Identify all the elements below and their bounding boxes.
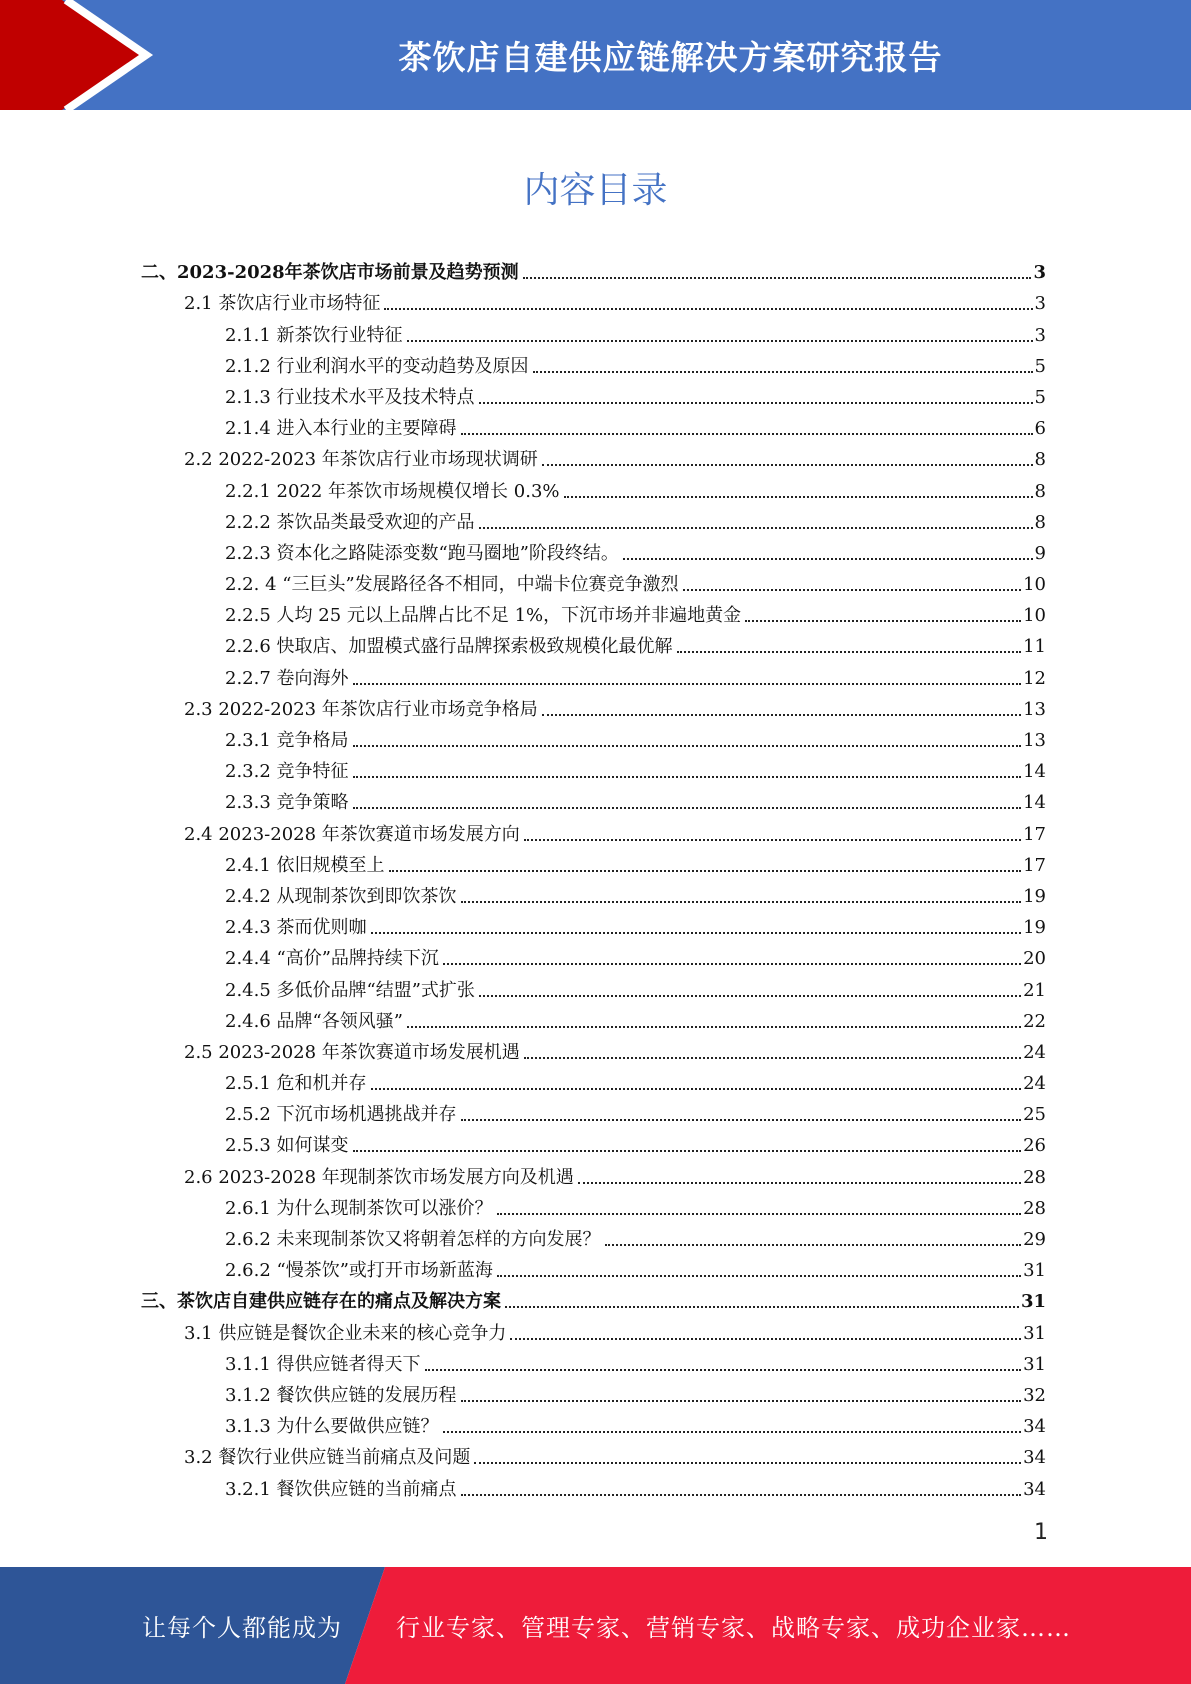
toc-dot-leader bbox=[461, 901, 1022, 903]
footer-banner bbox=[0, 1567, 1191, 1684]
toc-entry[interactable] bbox=[0, 1438, 1191, 1469]
toc-entry-text: 2.4.1 依旧规模至上 bbox=[225, 854, 385, 876]
toc-entry[interactable] bbox=[0, 658, 1191, 689]
toc-entry-text: 3.1.3 为什么要做供应链？ bbox=[225, 1416, 439, 1438]
toc-entry[interactable] bbox=[0, 1064, 1191, 1095]
toc-dot-leader bbox=[497, 1213, 1022, 1215]
toc-entry-page: 8 bbox=[1034, 480, 1046, 502]
toc-dot-leader bbox=[461, 1494, 1022, 1496]
toc-dot-leader bbox=[605, 1244, 1022, 1246]
toc-dot-leader bbox=[384, 308, 1032, 310]
toc-entry-page: 13 bbox=[1023, 730, 1046, 751]
toc-entry-text: 2.3.3 竞争策略 bbox=[225, 792, 349, 814]
toc-entry-page: 3 bbox=[1033, 262, 1046, 284]
toc-entry-text: 3.2 餐饮行业供应链当前痛点及问题 bbox=[184, 1447, 471, 1469]
toc-dot-leader bbox=[353, 807, 1022, 809]
toc-entry-page: 5 bbox=[1034, 355, 1046, 377]
toc-entry-page: 26 bbox=[1023, 1135, 1046, 1157]
toc-title: 内容目录 bbox=[523, 170, 668, 211]
toc-entry-text: 2.5.3 如何谋变 bbox=[225, 1135, 349, 1157]
toc-entry-text: 2.1.4 进入本行业的主要障碍 bbox=[225, 418, 457, 440]
toc-entry-text: 2.2.1 2022 年茶饮市场规模仅增长 0.3% bbox=[225, 480, 560, 502]
toc-dot-leader bbox=[353, 1150, 1022, 1152]
toc-dot-leader bbox=[479, 402, 1033, 404]
toc-entry-text: 2.2. 4 “三巨头”发展路径各不相同，中端卡位赛竞争激烈 bbox=[225, 574, 679, 596]
toc-dot-leader bbox=[510, 1338, 1021, 1340]
toc-entry-page: 14 bbox=[1023, 792, 1046, 814]
toc-dot-leader bbox=[542, 464, 1033, 466]
toc-entry[interactable] bbox=[0, 752, 1191, 783]
toc-entry-page: 22 bbox=[1023, 1010, 1046, 1032]
toc-dot-leader bbox=[461, 433, 1033, 435]
toc-entry[interactable] bbox=[0, 721, 1191, 752]
toc-entry-text: 2.6.2 “慢茶饮”或打开市场新蓝海 bbox=[225, 1260, 493, 1282]
toc-entry-page: 13 bbox=[1023, 698, 1046, 720]
toc-dot-leader bbox=[407, 340, 1033, 342]
toc-entry[interactable] bbox=[0, 503, 1191, 534]
toc-entry-page: 24 bbox=[1023, 1041, 1046, 1063]
toc-entry-page: 10 bbox=[1023, 574, 1046, 596]
toc-entry[interactable] bbox=[0, 1002, 1191, 1033]
toc-dot-leader bbox=[564, 496, 1033, 498]
toc-entry[interactable] bbox=[0, 690, 1191, 721]
toc-entry-text: 2.2.2 茶饮品类最受欢迎的产品 bbox=[225, 511, 475, 533]
toc-entry-page: 19 bbox=[1023, 885, 1046, 907]
toc-entry-page: 34 bbox=[1023, 1416, 1046, 1438]
report-header-band bbox=[0, 0, 1191, 110]
toc-entry[interactable] bbox=[0, 1469, 1191, 1500]
toc-entry-page: 10 bbox=[1023, 605, 1046, 627]
toc-dot-leader bbox=[677, 651, 1022, 653]
toc-entry-text: 2.4.6 品牌“各领风骚” bbox=[225, 1010, 403, 1032]
toc-entry-text: 3.1.2 餐饮供应链的发展历程 bbox=[225, 1384, 457, 1406]
toc-entry[interactable] bbox=[0, 1189, 1191, 1220]
toc-entry-page: 17 bbox=[1023, 854, 1046, 876]
toc-entry[interactable] bbox=[0, 846, 1191, 877]
toc-entry-page: 17 bbox=[1023, 823, 1046, 845]
toc-entry[interactable] bbox=[0, 1345, 1191, 1376]
toc-entry-page: 14 bbox=[1023, 761, 1046, 783]
toc-entry[interactable] bbox=[0, 440, 1191, 471]
toc-entry-page: 31 bbox=[1020, 1291, 1046, 1313]
toc-dot-leader bbox=[389, 870, 1022, 872]
toc-dot-leader bbox=[533, 371, 1033, 373]
toc-dot-leader bbox=[523, 277, 1032, 279]
toc-dot-leader bbox=[497, 1275, 1021, 1277]
toc-entry-page: 8 bbox=[1034, 449, 1046, 471]
toc-entry-text: 2.4.2 从现制茶饮到即饮茶饮 bbox=[225, 885, 457, 907]
toc-entry[interactable] bbox=[0, 1126, 1191, 1157]
toc-entry-page: 31 bbox=[1023, 1353, 1046, 1375]
toc-entry-page: 21 bbox=[1023, 979, 1046, 1001]
toc-entry-text: 2.3 2022-2023 年茶饮店行业市场竞争格局 bbox=[184, 698, 538, 720]
toc-entry-text: 2.1 茶饮店行业市场特征 bbox=[184, 293, 381, 315]
toc-dot-leader bbox=[443, 963, 1021, 965]
toc-dot-leader bbox=[461, 1119, 1022, 1121]
toc-entry-text: 3.1 供应链是餐饮企业未来的核心竞争力 bbox=[184, 1322, 507, 1344]
toc-dot-leader bbox=[479, 527, 1033, 529]
toc-entry-page: 6 bbox=[1034, 418, 1046, 440]
toc-entry[interactable] bbox=[0, 1157, 1191, 1188]
toc-entry-page: 9 bbox=[1034, 542, 1046, 564]
toc-entry[interactable] bbox=[0, 877, 1191, 908]
toc-entry-page: 19 bbox=[1023, 917, 1046, 939]
toc-entry[interactable] bbox=[0, 534, 1191, 565]
toc-entry-page: 3 bbox=[1034, 293, 1046, 315]
toc-dot-leader bbox=[371, 932, 1022, 934]
toc-entry-text: 2.3.2 竞争特征 bbox=[225, 761, 349, 783]
toc-dot-leader bbox=[745, 620, 1021, 622]
toc-entry-page: 25 bbox=[1023, 1104, 1046, 1126]
toc-entry-text: 2.2.7 卷向海外 bbox=[225, 667, 349, 689]
toc-dot-leader bbox=[524, 839, 1021, 841]
toc-entry[interactable] bbox=[0, 1251, 1191, 1282]
toc-entry-text: 三、茶饮店自建供应链存在的痛点及解决方案 bbox=[141, 1291, 501, 1313]
footer-slogan-left: 让每个人都能成为 bbox=[142, 1614, 342, 1642]
toc-entry-text: 二、2023-2028年茶饮店市场前景及趋势预测 bbox=[141, 262, 519, 284]
toc-entry[interactable] bbox=[0, 1220, 1191, 1251]
toc-entry[interactable] bbox=[0, 783, 1191, 814]
toc-entry-page: 5 bbox=[1034, 386, 1046, 408]
toc-entry[interactable] bbox=[0, 253, 1191, 284]
toc-entry-page: 28 bbox=[1023, 1166, 1046, 1188]
toc-entry[interactable] bbox=[0, 627, 1191, 658]
toc-entry-text: 2.2.6 快取店、加盟模式盛行品牌探索极致规模化最优解 bbox=[225, 636, 673, 658]
toc-entry-page: 31 bbox=[1023, 1322, 1046, 1344]
toc-dot-leader bbox=[353, 745, 1022, 747]
red-chevron-arrow-icon bbox=[0, 0, 160, 110]
page-number: 1 bbox=[1034, 1520, 1048, 1545]
toc-entry[interactable] bbox=[0, 1033, 1191, 1064]
toc-entry-text: 2.2.5 人均 25 元以上品牌占比不足 1%，下沉市场并非遍地黄金 bbox=[225, 605, 742, 627]
toc-entry[interactable] bbox=[0, 908, 1191, 939]
toc-entry-text: 2.5.1 危和机并存 bbox=[225, 1073, 367, 1095]
toc-entry-text: 2.4.3 茶而优则咖 bbox=[225, 917, 367, 939]
toc-entry[interactable] bbox=[0, 1095, 1191, 1126]
toc-entry-text: 2.5 2023-2028 年茶饮赛道市场发展机遇 bbox=[184, 1041, 520, 1063]
toc-entry-text: 2.6 2023-2028 年现制茶饮市场发展方向及机遇 bbox=[184, 1166, 574, 1188]
toc-entry[interactable] bbox=[0, 409, 1191, 440]
toc-entry-text: 2.4 2023-2028 年茶饮赛道市场发展方向 bbox=[184, 823, 520, 845]
toc-entry[interactable] bbox=[0, 347, 1191, 378]
toc-entry-text: 2.1.2 行业利润水平的变动趋势及原因 bbox=[225, 355, 529, 377]
toc-entry[interactable] bbox=[0, 814, 1191, 845]
toc-dot-leader bbox=[353, 776, 1022, 778]
toc-dot-leader bbox=[524, 1057, 1021, 1059]
toc-entry[interactable] bbox=[0, 1313, 1191, 1344]
toc-dot-leader bbox=[505, 1306, 1019, 1308]
toc-entry[interactable] bbox=[0, 284, 1191, 315]
toc-entry-page: 12 bbox=[1023, 667, 1046, 689]
toc-entry[interactable] bbox=[0, 1376, 1191, 1407]
toc-dot-leader bbox=[443, 1431, 1022, 1433]
toc-entry[interactable] bbox=[0, 315, 1191, 346]
toc-entry[interactable] bbox=[0, 970, 1191, 1001]
toc-dot-leader bbox=[623, 558, 1033, 560]
toc-entry-text: 2.1.3 行业技术水平及技术特点 bbox=[225, 386, 475, 408]
toc-entry[interactable] bbox=[0, 1282, 1191, 1313]
toc-entry-text: 2.6.2 未来现制茶饮又将朝着怎样的方向发展？ bbox=[225, 1229, 601, 1250]
toc-entry-text: 3.2.1 餐饮供应链的当前痛点 bbox=[225, 1478, 457, 1500]
toc-entry[interactable] bbox=[0, 471, 1191, 502]
toc-entry[interactable] bbox=[0, 1407, 1191, 1438]
toc-entry-text: 2.4.5 多低价品牌“结盟”式扩张 bbox=[225, 979, 475, 1001]
toc-dot-leader bbox=[407, 1026, 1021, 1028]
table-of-contents bbox=[0, 253, 1191, 1501]
toc-dot-leader bbox=[578, 1182, 1021, 1184]
report-title: 茶饮店自建供应链解决方案研究报告 bbox=[398, 37, 943, 77]
toc-entry-page: 8 bbox=[1034, 511, 1046, 533]
toc-dot-leader bbox=[353, 683, 1022, 685]
toc-entry-page: 31 bbox=[1023, 1260, 1046, 1282]
toc-entry-text: 2.3.1 竞争格局 bbox=[225, 730, 349, 751]
toc-entry-text: 2.2 2022-2023 年茶饮店行业市场现状调研 bbox=[184, 449, 538, 471]
toc-entry-page: 3 bbox=[1034, 324, 1046, 346]
toc-dot-leader bbox=[461, 1400, 1022, 1402]
toc-dot-leader bbox=[542, 714, 1021, 716]
toc-entry-page: 28 bbox=[1023, 1197, 1046, 1219]
toc-dot-leader bbox=[371, 1088, 1022, 1090]
toc-entry-text: 2.1.1 新茶饮行业特征 bbox=[225, 324, 403, 346]
toc-entry-text: 2.6.1 为什么现制茶饮可以涨价？ bbox=[225, 1197, 493, 1219]
toc-entry-text: 2.5.2 下沉市场机遇挑战并存 bbox=[225, 1104, 457, 1126]
toc-entry-page: 32 bbox=[1023, 1384, 1046, 1406]
toc-dot-leader bbox=[683, 589, 1021, 591]
toc-entry-page: 20 bbox=[1023, 948, 1046, 970]
toc-entry[interactable] bbox=[0, 596, 1191, 627]
toc-entry-text: 2.4.4 “高价”品牌持续下沉 bbox=[225, 948, 439, 970]
toc-entry-page: 34 bbox=[1023, 1447, 1046, 1469]
toc-entry[interactable] bbox=[0, 565, 1191, 596]
toc-dot-leader bbox=[425, 1369, 1022, 1371]
toc-dot-leader bbox=[474, 1462, 1021, 1464]
toc-entry-page: 24 bbox=[1023, 1073, 1046, 1095]
toc-entry[interactable] bbox=[0, 939, 1191, 970]
toc-entry[interactable] bbox=[0, 378, 1191, 409]
toc-entry-page: 34 bbox=[1023, 1478, 1046, 1500]
toc-entry-page: 11 bbox=[1023, 636, 1046, 658]
toc-entry-text: 3.1.1 得供应链者得天下 bbox=[225, 1353, 421, 1375]
toc-entry-text: 2.2.3 资本化之路陡添变数“跑马圈地”阶段终结。 bbox=[225, 542, 619, 564]
footer-slogan-right: 行业专家、管理专家、营销专家、战略专家、成功企业家…… bbox=[396, 1614, 1071, 1642]
toc-entry-page: 29 bbox=[1023, 1229, 1046, 1250]
toc-dot-leader bbox=[479, 995, 1021, 997]
